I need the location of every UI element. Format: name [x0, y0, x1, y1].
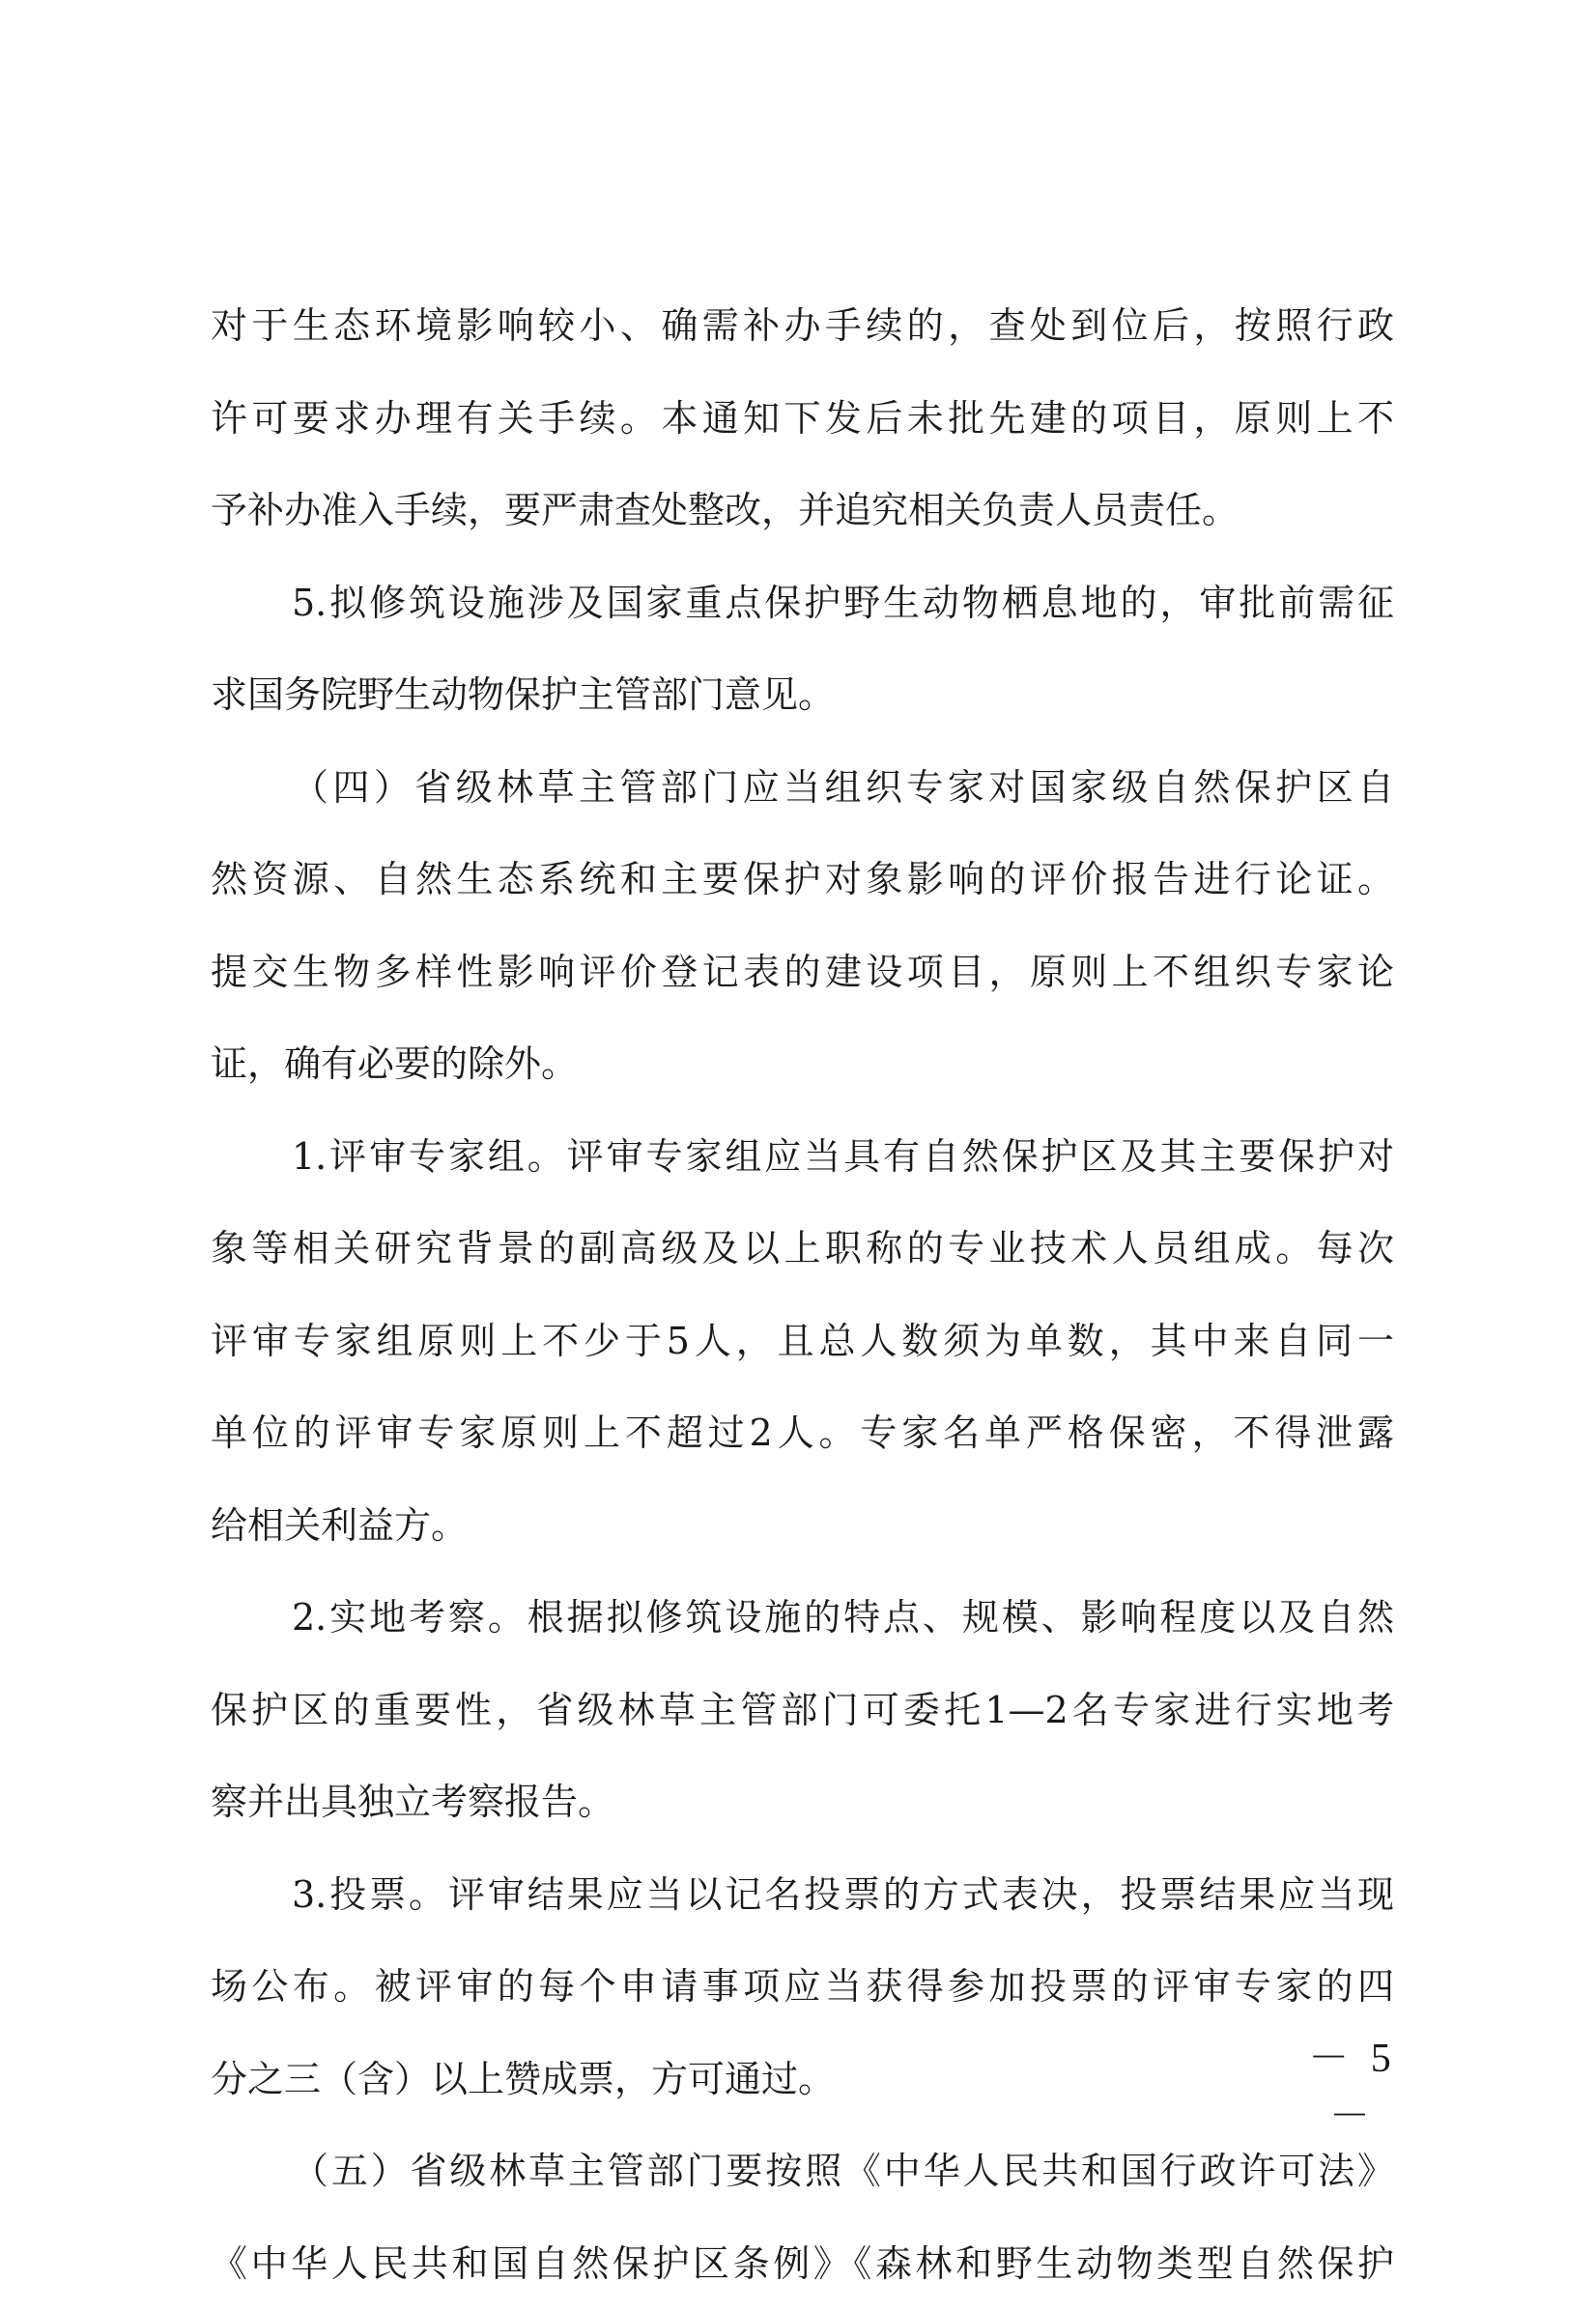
text-line-2: 许可要求办理有关手续。本通知下发后未批先建的项目，原则上不	[211, 373, 1394, 466]
text-line-19: 场公布。被评审的每个申请事项应当获得参加投票的评审专家的四	[211, 1941, 1394, 2034]
text-line-17: 察并出具独立考察报告。	[211, 1756, 1394, 1849]
text-line-9: 证，确有必要的除外。	[211, 1018, 1394, 1111]
text-line-1: 对于生态环境影响较小、确需补办手续的，查处到位后，按照行政	[211, 280, 1394, 373]
page-number: － 5 －	[1295, 2026, 1411, 2142]
text-line-11: 象等相关研究背景的副高级及以上职称的专业技术人员组成。每次	[211, 1203, 1394, 1296]
text-line-10: 1.评审专家组。评审专家组应当具有自然保护区及其主要保护对	[211, 1111, 1394, 1204]
text-line-6: （四）省级林草主管部门应当组织专家对国家级自然保护区自	[211, 742, 1394, 835]
body-text	[211, 280, 1394, 2310]
text-line-7: 然资源、自然生态系统和主要保护对象影响的评价报告进行论证。	[211, 834, 1394, 927]
text-line-16: 保护区的重要性，省级林草主管部门可委托1—2名专家进行实地考	[211, 1665, 1394, 1757]
text-line-15: 2.实地考察。根据拟修筑设施的特点、规模、影响程度以及自然	[211, 1572, 1394, 1665]
text-line-3: 予补办准入手续，要严肃查处整改，并追究相关负责人员责任。	[211, 465, 1394, 557]
text-line-13: 单位的评审专家原则上不超过2人。专家名单严格保密，不得泄露	[211, 1387, 1394, 1480]
text-line-22: 《中华人民共和国自然保护区条例》《森林和野生动物类型自然保护	[211, 2218, 1394, 2310]
text-line-5: 求国务院野生动物保护主管部门意见。	[211, 649, 1394, 742]
text-line-18: 3.投票。评审结果应当以记名投票的方式表决，投票结果应当现	[211, 1849, 1394, 1942]
text-line-14: 给相关利益方。	[211, 1480, 1394, 1573]
text-line-21: （五）省级林草主管部门要按照《中华人民共和国行政许可法》	[211, 2125, 1394, 2218]
text-line-20: 分之三（含）以上赞成票，方可通过。	[211, 2034, 1394, 2126]
text-line-12: 评审专家组原则上不少于5人，且总人数须为单数，其中来自同一	[211, 1296, 1394, 1388]
text-line-8: 提交生物多样性影响评价登记表的建设项目，原则上不组织专家论	[211, 927, 1394, 1019]
text-line-4: 5.拟修筑设施涉及国家重点保护野生动物栖息地的，审批前需征	[211, 557, 1394, 650]
